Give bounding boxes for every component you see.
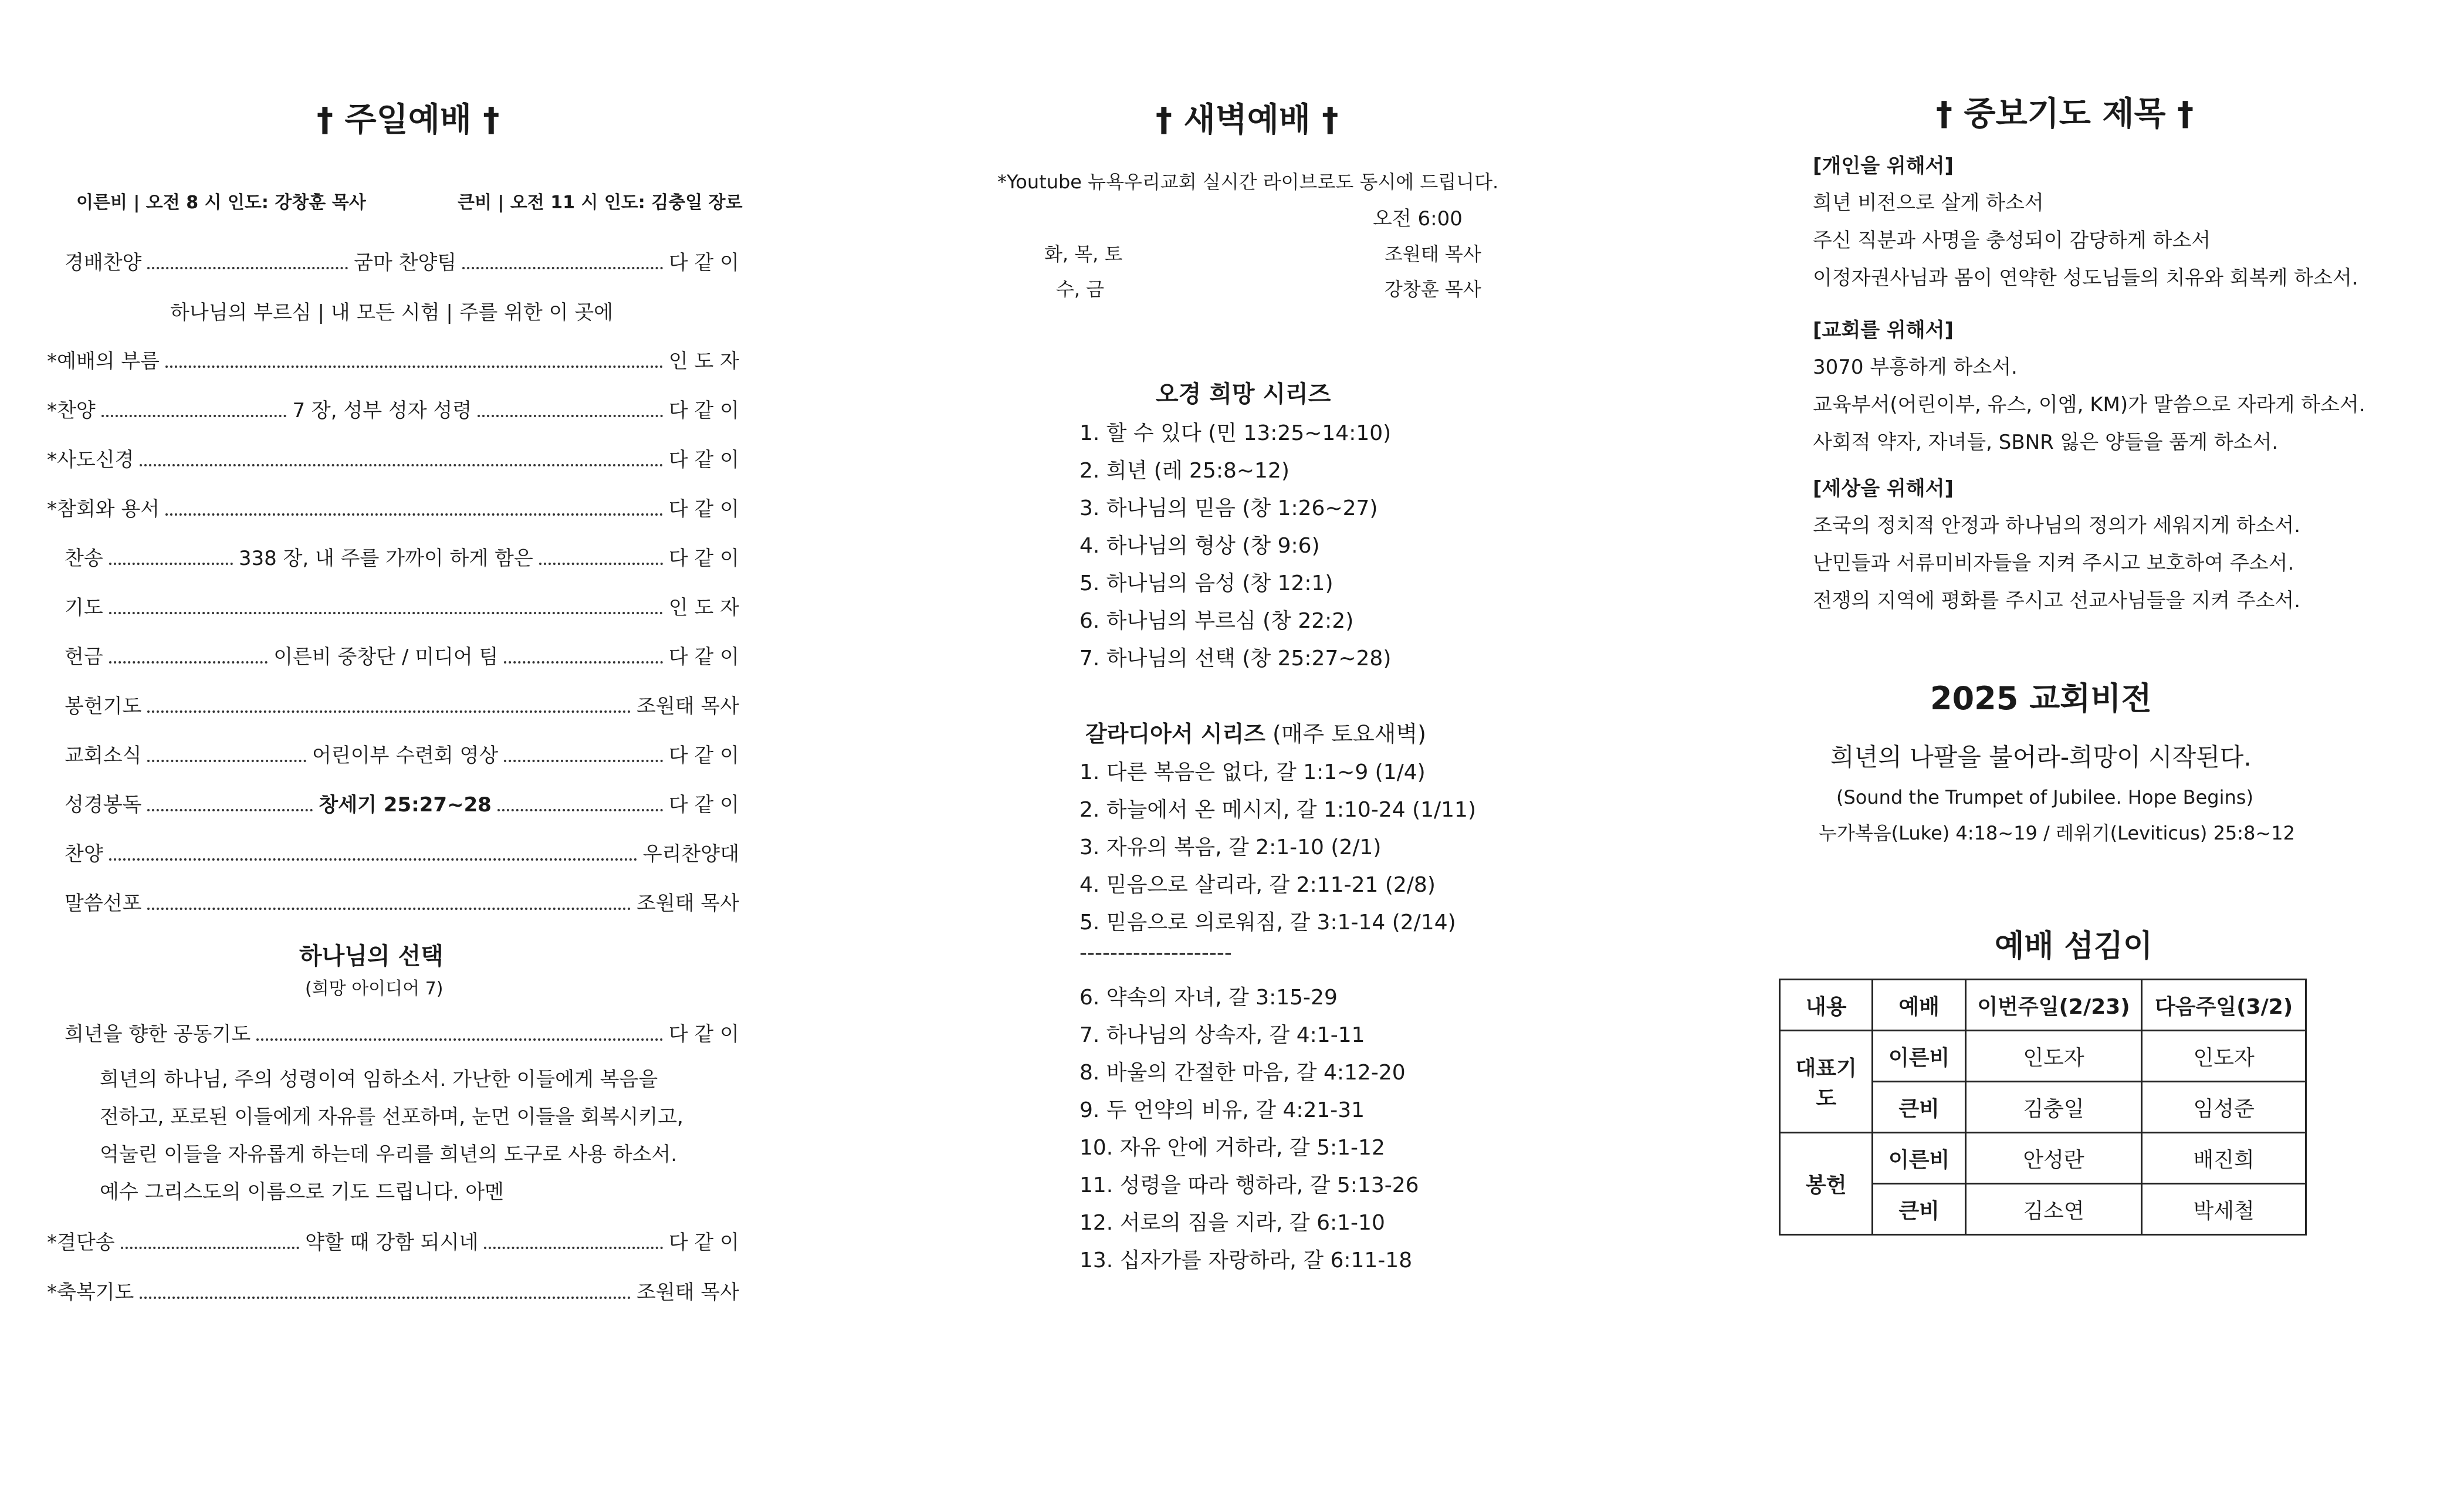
order-leader: 다 같 이 [668, 1231, 740, 1254]
vision-main: 희년의 나팔을 불어라-희망이 시작된다. [1830, 743, 2252, 771]
order-row [65, 641, 739, 670]
leader-dots [109, 612, 663, 614]
prayer-line: 교육부서(어린이부, 유스, 이엠, KM)가 말씀으로 자라게 하소서. [1813, 393, 2365, 417]
order-row [65, 246, 739, 276]
prayer-line: 조국의 정치적 안정과 하나님의 정의가 세워지게 하소서. [1813, 514, 2301, 537]
series1-item: 1. 할 수 있다 (민 13:25~14:10) [1079, 421, 1392, 445]
schedule-leader: 강창훈 목사 [1385, 278, 1481, 300]
serve-group: 대표기도 [1780, 1031, 1873, 1133]
vision-english: (Sound the Trumpet of Jubilee. Hope Begins) [1836, 786, 2253, 808]
serve-this-week: 안성란 [1965, 1133, 2141, 1184]
serve-header-row [1780, 980, 2306, 1031]
intercession-title: † 중보기도 제목 † [1936, 95, 2194, 133]
leader-dots [147, 760, 306, 762]
serve-table [1779, 979, 2307, 1236]
order-detail: 굼마 찬양팀 [354, 251, 457, 275]
serve-row [1780, 1133, 2306, 1184]
order-row [65, 788, 739, 818]
series2-subtitle: (매주 토요새벽) [1272, 721, 1426, 747]
order-label: 경배찬양 [65, 251, 142, 275]
youtube-note: *Youtube 뉴욕우리교회 실시간 라이브로도 동시에 드립니다. [997, 171, 1499, 193]
prayer-line: 전쟁의 지역에 평화를 주시고 선교사님들을 지켜 주소서. [1813, 589, 2301, 612]
order-row [47, 444, 739, 473]
order-label: *결단송 [47, 1231, 115, 1254]
leader-dots [147, 267, 348, 269]
order-label: 찬송 [65, 547, 103, 570]
order-detail: 약할 때 강함 되시네 [305, 1231, 479, 1254]
order-detail: 7 장, 성부 성자 성령 [292, 399, 472, 422]
prayer-line: 사회적 약자, 자녀들, SBNR 잃은 양들을 품게 하소서. [1813, 431, 2279, 454]
prayer-line: 주신 직분과 사명을 충성되이 감당하게 하소서 [1813, 229, 2211, 252]
series2-title: 갈라디아서 시리즈 [1085, 721, 1265, 747]
leader-dots [147, 809, 313, 811]
leader-dots [109, 661, 268, 664]
order-label: 기도 [65, 596, 103, 620]
prayer-text-line: 억눌린 이들을 자유롭게 하는데 우리를 희년의 도구로 사용 하소서. [100, 1143, 678, 1166]
sunday-worship-title: † 주일예배 † [317, 101, 500, 139]
serve-service: 이른비 [1873, 1133, 1965, 1184]
leader-dots [121, 1247, 300, 1249]
prayer-group-head: [교회를 위해서] [1813, 319, 1954, 342]
order-leader: 다 같 이 [668, 448, 739, 472]
order-leader: 다 같 이 [668, 497, 739, 521]
order-row [65, 887, 739, 916]
series2-item: 5. 믿음으로 의로워짐, 갈 3:1-14 (2/14) [1079, 911, 1456, 935]
order-label: 헌금 [65, 645, 103, 669]
serve-this-week: 김소연 [1965, 1184, 2141, 1235]
leader-dots [462, 267, 663, 269]
order-leader: 조원태 목사 [636, 1281, 739, 1304]
order-row [65, 542, 739, 571]
order-leader: 인 도 자 [668, 350, 739, 373]
order-label: 교회소식 [65, 744, 142, 767]
serve-service: 이른비 [1873, 1031, 1965, 1082]
series2-item: 8. 바울의 간절한 마음, 갈 4:12-20 [1079, 1061, 1406, 1085]
order-label: *축복기도 [47, 1281, 134, 1304]
leader-dots [109, 858, 637, 861]
prayer-line: 3070 부흥하게 하소서. [1813, 356, 2018, 379]
leader-dots [101, 415, 287, 417]
prayer-line: 난민들과 서류미비자들을 지켜 주시고 보호하여 주소서. [1813, 551, 2294, 575]
leader-dots [504, 661, 663, 664]
series1-item: 3. 하나님의 믿음 (창 1:26~27) [1079, 496, 1378, 520]
order-detail: 어린이부 수련회 영상 [312, 744, 499, 767]
leader-dots [140, 464, 662, 466]
late-service-info: 큰비 | 오전 11 시 인도: 김충일 장로 [458, 192, 743, 213]
series-divider: -------------------- [1079, 941, 1232, 965]
order-label: 찬양 [65, 842, 103, 866]
series1-title: 오경 희망 시리즈 [1156, 381, 1331, 408]
order-leader: 다 같 이 [668, 399, 739, 422]
leader-dots [147, 710, 631, 713]
serve-row [1780, 1031, 2306, 1082]
order-label: 봉헌기도 [65, 695, 142, 718]
series2-item: 9. 두 언약의 비유, 갈 4:21-31 [1079, 1098, 1365, 1122]
order-row [65, 690, 739, 719]
serve-header: 내용 [1780, 980, 1873, 1031]
series1-item: 7. 하나님의 선택 (창 25:27~28) [1079, 647, 1392, 671]
leader-dots [256, 1038, 663, 1041]
order-leader: 우리찬양대 [642, 842, 739, 866]
schedule-leader: 조원태 목사 [1385, 243, 1481, 265]
serve-next-week: 인도자 [2142, 1031, 2306, 1082]
prayer-text-line: 예수 그리스도의 이름으로 기도 드립니다. 아멘 [100, 1180, 504, 1204]
dawn-time: 오전 6:00 [1373, 207, 1463, 231]
series2-item: 6. 약속의 자녀, 갈 3:15-29 [1079, 986, 1338, 1010]
vision-title: 2025 교회비전 [1930, 680, 2152, 717]
order-leader: 조원태 목사 [636, 892, 739, 915]
order-detail: 338 장, 내 주를 가까이 하게 함은 [238, 547, 533, 570]
order-label: 성경봉독 [65, 793, 142, 817]
order-label: 희년을 향한 공동기도 [65, 1023, 251, 1046]
order-row [65, 838, 739, 867]
series2-item: 11. 성령을 따라 행하라, 갈 5:13-26 [1079, 1173, 1419, 1197]
series2-item: 12. 서로의 짐을 지라, 갈 6:1-10 [1079, 1211, 1385, 1235]
serve-this-week: 김충일 [1965, 1082, 2141, 1133]
sermon-title: 하나님의 선택 [299, 943, 444, 970]
order-row [47, 1276, 739, 1305]
order-leader: 다 같 이 [668, 645, 740, 669]
leader-dots [484, 1247, 663, 1249]
order-row [65, 739, 739, 769]
leader-dots [478, 415, 663, 417]
series2-item: 2. 하늘에서 온 메시지, 갈 1:10-24 (1/11) [1079, 798, 1477, 822]
leader-dots [539, 563, 663, 565]
order-row [47, 1226, 739, 1255]
prayer-group-head: [세상을 위해서] [1813, 477, 1954, 500]
prayer-group-head: [개인을 위해서] [1813, 154, 1954, 178]
prayer-text-line: 희년의 하나님, 주의 성령이여 임하소서. 가난한 이들에게 복음을 [100, 1068, 658, 1091]
order-leader: 다 같 이 [668, 251, 740, 275]
praise-songs: 하나님의 부르심 | 내 모든 시험 | 주를 위한 이 곳에 [170, 301, 614, 324]
order-leader: 인 도 자 [668, 596, 739, 620]
early-service-info: 이른비 | 오전 8 시 인도: 강창훈 목사 [76, 192, 366, 213]
leader-dots [109, 563, 233, 565]
series2-item: 13. 십자가를 자랑하라, 갈 6:11-18 [1079, 1248, 1413, 1272]
serve-service: 큰비 [1873, 1082, 1965, 1133]
order-leader: 조원태 목사 [636, 695, 739, 718]
order-row [65, 1018, 739, 1047]
order-row [47, 394, 739, 424]
order-row [47, 345, 739, 374]
order-label: *참회와 용서 [47, 497, 160, 521]
leader-dots [165, 365, 663, 368]
series2-item: 4. 믿음으로 살리라, 갈 2:11-21 (2/8) [1079, 873, 1436, 897]
order-label: *찬양 [47, 399, 96, 422]
dawn-worship-title: † 새벽예배 † [1156, 101, 1339, 139]
order-row [65, 591, 739, 621]
series2-item: 1. 다른 복음은 없다, 갈 1:1~9 (1/4) [1079, 760, 1426, 784]
schedule-days: 화, 목, 토 [1044, 243, 1123, 265]
prayer-line: 희년 비전으로 살게 하소서 [1813, 191, 2044, 215]
leader-dots [497, 809, 663, 811]
serve-next-week: 배진희 [2142, 1133, 2306, 1184]
order-row [47, 493, 739, 522]
series1-item: 5. 하나님의 음성 (창 12:1) [1079, 571, 1333, 595]
order-leader: 다 같 이 [668, 547, 740, 570]
sermon-subtitle: (희망 아이디어 7) [305, 979, 444, 999]
order-label: *예배의 부름 [47, 350, 160, 373]
serve-next-week: 박세철 [2142, 1184, 2306, 1235]
leader-dots [504, 760, 663, 762]
series2-heading [1085, 716, 1426, 748]
serve-next-week: 임성준 [2142, 1082, 2306, 1133]
scripture-reference: 창세기 25:27~28 [319, 793, 492, 817]
order-label: *사도신경 [47, 448, 134, 472]
series1-item: 6. 하나님의 부르심 (창 22:2) [1079, 609, 1354, 633]
serve-header: 다음주일(3/2) [2142, 980, 2306, 1031]
order-leader: 다 같 이 [668, 1023, 739, 1046]
serve-service: 큰비 [1873, 1184, 1965, 1235]
order-label: 말씀선포 [65, 892, 142, 915]
schedule-days: 수, 금 [1056, 278, 1105, 300]
serve-header: 이번주일(2/23) [1965, 980, 2141, 1031]
series2-item: 10. 자유 안에 거하라, 갈 5:1-12 [1079, 1136, 1385, 1160]
leader-dots [147, 908, 631, 910]
order-leader: 다 같 이 [668, 793, 740, 817]
prayer-line: 이정자권사님과 몸이 연약한 성도님들의 치유와 회복케 하소서. [1813, 266, 2358, 290]
serve-title: 예배 섬김이 [1995, 929, 2153, 964]
serve-group: 봉헌 [1780, 1133, 1873, 1235]
prayer-text-line: 전하고, 포로된 이들에게 자유를 선포하며, 눈먼 이들을 회복시키고, [100, 1105, 683, 1129]
leader-dots [165, 513, 663, 516]
series2-item: 7. 하나님의 상속자, 갈 4:1-11 [1079, 1023, 1365, 1047]
serve-this-week: 인도자 [1965, 1031, 2141, 1082]
series1-item: 2. 희년 (레 25:8~12) [1079, 459, 1289, 483]
serve-header: 예배 [1873, 980, 1965, 1031]
series1-item: 4. 하나님의 형상 (창 9:6) [1079, 534, 1320, 558]
vision-reference: 누가복음(Luke) 4:18~19 / 레위기(Leviticus) 25:8~12 [1819, 822, 2295, 844]
order-detail: 이른비 중창단 / 미디어 팀 [273, 645, 499, 669]
leader-dots [140, 1297, 631, 1299]
order-leader: 다 같 이 [668, 744, 740, 767]
series2-item: 3. 자유의 복음, 갈 2:1-10 (2/1) [1079, 835, 1382, 859]
